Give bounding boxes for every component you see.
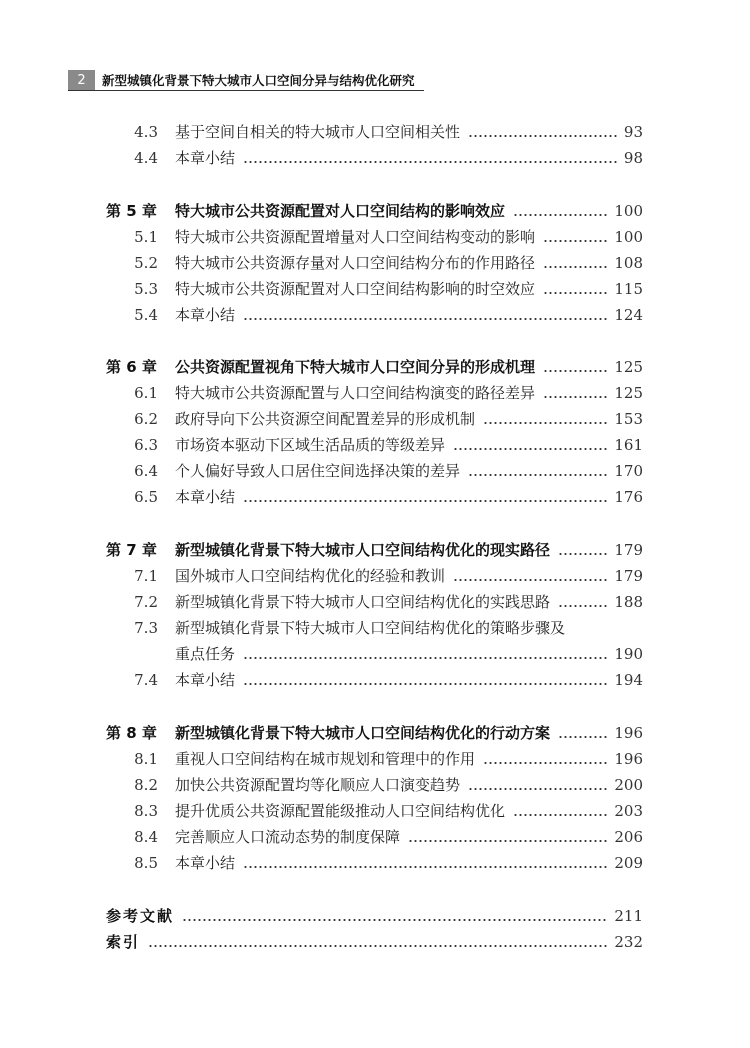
toc-entry-8-5[interactable] [0,850,750,876]
chapter-title: 特大城市公共资源配置对人口空间结构的影响效应 [175,202,506,220]
leader-dots [513,198,608,224]
page-ref: 209 [614,854,643,872]
chapter-title: 新型城镇化背景下特大城市人口空间结构优化的行动方案 [175,724,551,742]
references-title: 参考文献 [106,907,175,925]
section-title: 加快公共资源配置均等化顺应人口演变趋势 [175,776,461,794]
leader-dots [148,929,608,955]
toc-entry-7-4[interactable] [0,667,750,693]
toc-entry-8-2[interactable] [0,772,750,798]
section-number: 5.4 [134,306,158,324]
section-title: 本章小结 [175,306,236,324]
toc-entry-5-4[interactable] [0,302,750,328]
page-ref: 232 [614,933,643,951]
section-title: 特大城市公共资源配置与人口空间结构演变的路径差异 [175,384,536,402]
leader-dots [483,746,608,772]
section-number: 7.1 [134,567,158,585]
toc-entry-7-2[interactable] [0,589,750,615]
toc-entry-6-3[interactable] [0,432,750,458]
section-number: 8.1 [134,750,158,768]
section-title: 国外城市人口空间结构优化的经验和教训 [175,567,446,585]
page-ref: 196 [614,750,643,768]
leader-dots [543,276,608,302]
section-title: 政府导向下公共资源空间配置差异的形成机制 [175,410,476,428]
page-ref: 100 [614,202,643,220]
toc-references[interactable] [0,903,750,929]
page-ref: 179 [614,567,643,585]
page-ref: 190 [614,645,643,663]
leader-dots [468,458,608,484]
section-title: 特大城市公共资源配置增量对人口空间结构变动的影响 [175,228,536,246]
leader-dots [483,406,608,432]
toc-entry-8-3[interactable] [0,798,750,824]
section-number: 7.3 [134,619,158,637]
leader-dots [558,720,608,746]
page-ref: 170 [614,462,643,480]
section-title: 提升优质公共资源配置能级推动人口空间结构优化 [175,802,506,820]
page-number: 2 [68,70,95,91]
section-number: 7.2 [134,593,158,611]
chapter-title: 公共资源配置视角下特大城市人口空间分异的形成机理 [175,358,536,376]
section-number: 5.1 [134,228,158,246]
toc-entry-5-3[interactable] [0,276,750,302]
toc-entry-4-4[interactable] [0,145,750,171]
page-ref: 125 [614,384,643,402]
page-ref: 125 [614,358,643,376]
page-ref: 100 [614,228,643,246]
section-number: 8.5 [134,854,158,872]
toc-entry-6-4[interactable] [0,458,750,484]
section-title: 特大城市公共资源配置对人口空间结构影响的时空效应 [175,280,536,298]
page-ref: 161 [614,436,643,454]
section-number: 8.2 [134,776,158,794]
leader-dots [468,772,608,798]
leader-dots [243,484,608,510]
leader-dots [468,119,618,145]
toc-entry-4-3[interactable] [0,119,750,145]
section-title: 市场资本驱动下区域生活品质的等级差异 [175,436,446,454]
leader-dots [543,250,608,276]
toc-chapter-7[interactable] [0,537,750,563]
page-ref: 194 [614,671,643,689]
toc-entry-7-1[interactable] [0,563,750,589]
section-number: 5.2 [134,254,158,272]
chapter-title: 新型城镇化背景下特大城市人口空间结构优化的现实路径 [175,541,551,559]
index-title: 索引 [106,933,141,951]
page-ref: 206 [614,828,643,846]
page-ref: 115 [614,280,643,298]
chapter-label: 第 7 章 [106,541,157,559]
chapter-label: 第 8 章 [106,724,157,742]
section-number: 5.3 [134,280,158,298]
page-ref: 196 [614,724,643,742]
page-ref: 98 [623,149,643,167]
toc-index[interactable] [0,929,750,955]
toc-entry-8-1[interactable] [0,746,750,772]
section-title: 本章小结 [175,149,236,167]
toc-entry-6-5[interactable] [0,484,750,510]
running-title: 新型城镇化背景下特大城市人口空间分异与结构优化研究 [102,73,415,88]
section-number: 6.5 [134,488,158,506]
section-title: 新型城镇化背景下特大城市人口空间结构优化的实践思路 [175,593,551,611]
leader-dots [243,667,608,693]
leader-dots [543,224,608,250]
section-title: 基于空间自相关的特大城市人口空间相关性 [175,123,461,141]
page-ref: 203 [614,802,643,820]
section-title: 本章小结 [175,671,236,689]
section-number: 8.4 [134,828,158,846]
toc-chapter-8[interactable] [0,720,750,746]
page-ref: 108 [614,254,643,272]
page-ref: 124 [614,306,643,324]
section-title: 重视人口空间结构在城市规划和管理中的作用 [175,750,476,768]
page-ref: 211 [614,907,643,925]
chapter-label: 第 5 章 [106,202,157,220]
toc-entry-8-4[interactable] [0,824,750,850]
leader-dots [453,432,608,458]
toc-entry-5-2[interactable] [0,250,750,276]
section-title: 本章小结 [175,488,236,506]
leader-dots [182,903,608,929]
leader-dots [558,537,608,563]
section-number: 6.4 [134,462,158,480]
section-title: 完善顺应人口流动态势的制度保障 [175,828,401,846]
toc-entry-6-2[interactable] [0,406,750,432]
toc-entry-6-1[interactable] [0,380,750,406]
leader-dots [243,850,608,876]
page-ref: 200 [614,776,643,794]
page-ref: 153 [614,410,643,428]
leader-dots [243,145,618,171]
section-number: 4.4 [134,149,158,167]
section-number: 8.3 [134,802,158,820]
toc-entry-7-3[interactable] [0,615,750,641]
section-title-line1: 新型城镇化背景下特大城市人口空间结构优化的策略步骤及 [175,619,566,637]
page-ref: 179 [614,541,643,559]
section-number: 4.3 [134,123,158,141]
leader-dots [453,563,608,589]
section-title: 特大城市公共资源存量对人口空间结构分布的作用路径 [175,254,536,272]
section-number: 6.1 [134,384,158,402]
toc-chapter-5[interactable] [0,198,750,224]
leader-dots [513,798,608,824]
leader-dots [243,641,608,667]
toc-entry-5-1[interactable] [0,224,750,250]
leader-dots [408,824,608,850]
leader-dots [543,354,608,380]
page-ref: 176 [614,488,643,506]
page-ref: 93 [623,123,643,141]
section-title-line2: 重点任务 [175,645,236,663]
page-ref: 188 [614,593,643,611]
section-number: 6.3 [134,436,158,454]
chapter-label: 第 6 章 [106,358,157,376]
section-number: 6.2 [134,410,158,428]
leader-dots [558,589,608,615]
section-number: 7.4 [134,671,158,689]
leader-dots [543,380,608,406]
toc-chapter-6[interactable] [0,354,750,380]
section-title: 个人偏好导致人口居住空间选择决策的差异 [175,462,461,480]
leader-dots [243,302,608,328]
section-title: 本章小结 [175,854,236,872]
toc-entry-7-3-cont[interactable] [0,641,750,667]
